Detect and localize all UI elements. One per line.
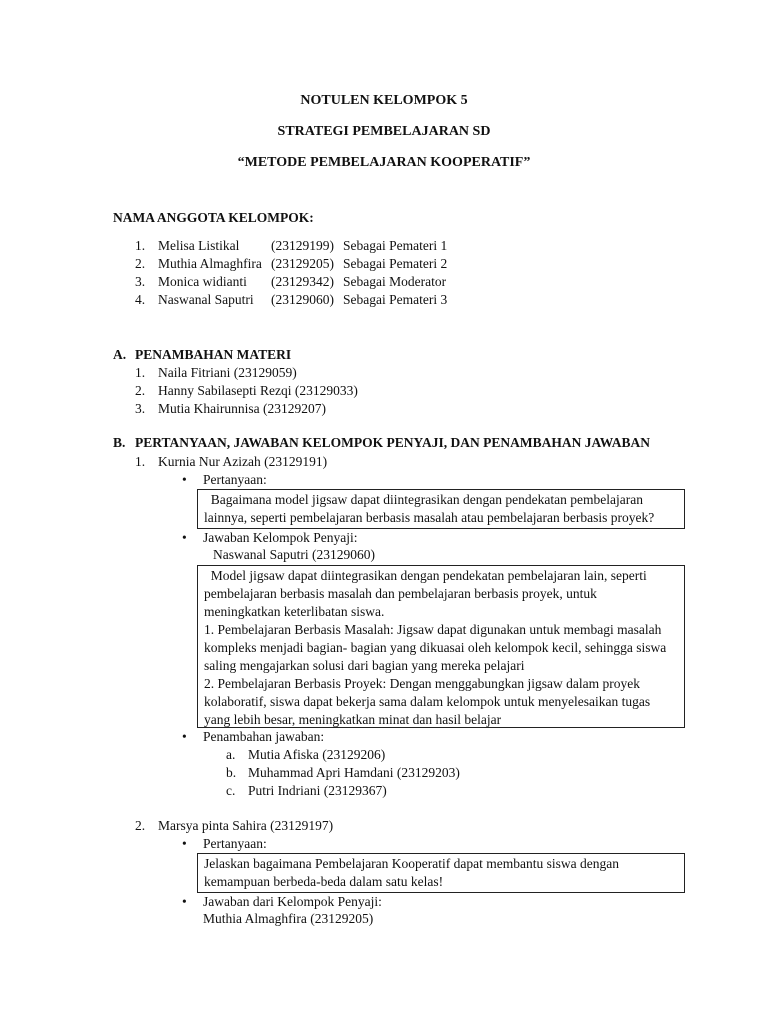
question-asker: Kurnia Nur Azizah (23129191) — [158, 454, 328, 469]
member-name: Muthia Almaghfira — [158, 256, 262, 271]
document-topic: “METODE PEMBELAJARAN KOOPERATIF” — [237, 155, 531, 170]
list-item: Mutia Afiska (23129206) — [248, 747, 386, 762]
document-subtitle: STRATEGI PEMBELAJARAN SD — [277, 124, 491, 139]
question-asker: Marsya pinta Sahira (23129197) — [158, 818, 334, 833]
member-role: Sebagai Pemateri 3 — [343, 292, 448, 307]
question-box: Jelaskan bagaimana Pembelajaran Kooperatif dapat membantu siswa dengan kemampuan berbeda-beda dalam satu kelas! — [197, 853, 685, 893]
list-item: Mutia Khairunnisa (23129207) — [158, 401, 326, 416]
member-name: Naswanal Saputri — [158, 292, 254, 307]
question-box: Bagaimana model jigsaw dapat diintegrasikan dengan pendekatan pembelajaran lainnya, seperti pembelajaran berbasis masalah atau pembelajaran berbasis proyek? — [197, 489, 685, 529]
member-number: 4. — [135, 292, 146, 307]
section-a-letter: A. — [113, 347, 127, 362]
member-name: Melisa Listikal — [158, 238, 240, 253]
bullet-icon: • — [182, 894, 187, 909]
bullet-icon: • — [182, 729, 187, 744]
addition-label: Penambahan jawaban: — [203, 729, 325, 744]
section-a-heading: PENAMBAHAN MATERI — [135, 347, 292, 362]
list-item-letter: a. — [226, 747, 236, 762]
bullet-icon: • — [182, 836, 187, 851]
member-number: 1. — [135, 238, 146, 253]
list-item: Putri Indriani (23129367) — [248, 783, 387, 798]
list-item-number: 1. — [135, 365, 146, 380]
member-nim: (23129205) — [271, 256, 334, 271]
answerer-name: Naswanal Saputri (23129060) — [213, 547, 375, 562]
member-number: 3. — [135, 274, 146, 289]
list-item: Naila Fitriani (23129059) — [158, 365, 297, 380]
members-heading: NAMA ANGGOTA KELOMPOK: — [113, 210, 314, 225]
member-nim: (23129342) — [271, 274, 334, 289]
member-nim: (23129060) — [271, 292, 334, 307]
bullet-icon: • — [182, 472, 187, 487]
list-item-number: 3. — [135, 401, 146, 416]
question-number: 2. — [135, 818, 146, 833]
section-b-letter: B. — [113, 435, 126, 450]
list-item: Hanny Sabilasepti Rezqi (23129033) — [158, 383, 358, 398]
answer-label: Jawaban dari Kelompok Penyaji: — [203, 894, 382, 909]
member-number: 2. — [135, 256, 146, 271]
list-item: Muhammad Apri Hamdani (23129203) — [248, 765, 460, 780]
question-number: 1. — [135, 454, 146, 469]
member-role: Sebagai Pemateri 1 — [343, 238, 448, 253]
list-item-letter: b. — [226, 765, 237, 780]
answer-label: Jawaban Kelompok Penyaji: — [203, 530, 358, 545]
member-nim: (23129199) — [271, 238, 334, 253]
question-label: Pertanyaan: — [203, 836, 267, 851]
question-label: Pertanyaan: — [203, 472, 267, 487]
member-role: Sebagai Pemateri 2 — [343, 256, 448, 271]
section-b-heading: PERTANYAAN, JAWABAN KELOMPOK PENYAJI, DAN PENAMBAHAN JAWABAN — [135, 435, 651, 450]
document-title: NOTULEN KELOMPOK 5 — [300, 93, 468, 108]
answerer-name: Muthia Almaghfira (23129205) — [203, 911, 374, 926]
bullet-icon: • — [182, 530, 187, 545]
answer-box: Model jigsaw dapat diintegrasikan dengan pendekatan pembelajaran lain, seperti pembelajaran berbasis masalah dan pembelajaran berbasis proyek, untuk meningkatkan keterlibatan siswa. 1. Pembelajaran Berbasis Masalah: Jigsaw dapat digunakan untuk membagi masalah kompleks menjadi bagian- bagian yang dikuasai oleh kelompok kecil, sehingga siswa saling mengajarkan solusi dari bagian yang mereka pelajari 2. Pembelajaran Berbasis Proyek: Dengan menggabungkan jigsaw dalam proyek kolaboratif, siswa dapat bekerja sama dalam kelompok untuk menyelesaikan tugas yang lebih besar, meningkatkan minat dan hasil belajar — [197, 565, 685, 728]
list-item-number: 2. — [135, 383, 146, 398]
list-item-letter: c. — [226, 783, 236, 798]
member-role: Sebagai Moderator — [343, 274, 447, 289]
member-name: Monica widianti — [158, 274, 247, 289]
